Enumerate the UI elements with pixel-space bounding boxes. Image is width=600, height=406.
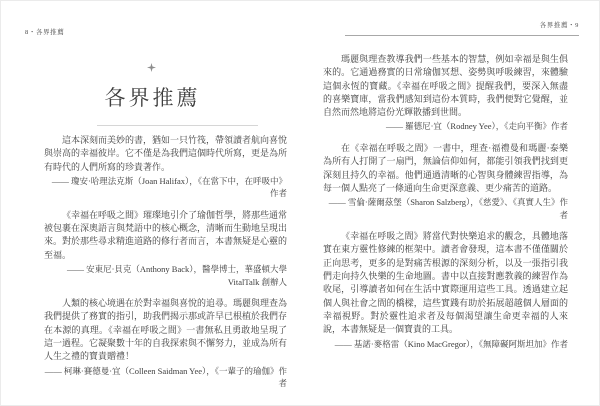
endorsement-credit: —— 基諾·麥格雷（Kino MacGregor），《無障礙阿斯坦加》作者 — [334, 338, 568, 349]
left-page-text — [44, 134, 287, 390]
running-head-left: 8・各界推薦 — [25, 29, 65, 36]
endorsement-credit: —— 柯琳·賽德曼·宜（Colleen Saidman Yee），《一輩子的瑜伽》作者 — [44, 365, 287, 389]
endorsement-quote: 在《幸福在呼吸之間》一書中，理查·福禮曼和瑪麗·泰樂為所有人打開了一扇門，無論信仰如何，都能引領我們找到更深刻且持久的幸福。他們通過清晰的心智與身體練習指導，為每一個人點亮了一條通向生命更深意義、更少痛苦的道路。 — [323, 142, 568, 193]
endorsement-block — [44, 134, 287, 200]
endorsement-block — [44, 297, 287, 389]
endorsement-credit: —— 羅德尼·宜（Rodney Yee），《走向平衡》作者 — [385, 121, 568, 132]
title-divider — [97, 125, 258, 126]
right-page — [301, 1, 600, 406]
left-page — [1, 1, 301, 406]
endorsement-quote: 人類的核心境遇在於對幸福與喜悅的追尋。瑪麗與理查為我們提供了務實的指引，助我們揭示那或許早已根植於我們存在本源的真理。《幸福在呼吸之間》一書無私且勇敢地呈現了這一過程。它凝聚數十年的自我探索與不懈努力，並成為所有人生之禮的寶貴贈禮！ — [44, 298, 288, 362]
endorsement-block — [323, 53, 568, 133]
right-page-text — [323, 53, 568, 350]
sparkle-icon — [147, 63, 156, 72]
running-head-right: 各界推薦・9 — [345, 23, 579, 36]
endorsement-credit: —— 雪倫·薩爾茲堡（Sharon Salzberg），《慈愛》、《真實人生》作者 — [328, 197, 568, 220]
endorsement-credit: —— 安東尼·貝克（Anthony Back），醫學博士，華盛頓大學 VitalTalk 創辦人 — [66, 264, 287, 287]
chapter-title: 各界推薦 — [104, 86, 201, 110]
endorsement-quote: 《幸福在呼吸之間》將當代對快樂追求的觀念，具體地落實在東方靈性修練的框架中。讀者會發現，這本書不僅僅關於正向思考，更多的是對痛苦根源的深刻分析，以及一張指引我們走向持久快樂的生命地圖。書中以直接對應教義的練習作為收尾，引導讀者如何在生活中實際運用這些工具。透過建立起個人與社會之間的橋樑，這些實踐有助於拓展超越個人層面的幸福視野。對於靈性追求者及每個渴望讓生命更幸福的人來說，本書無疑是一個寶貴的工具。 — [323, 231, 568, 335]
endorsement-block — [44, 209, 287, 288]
chapter-heading — [1, 59, 301, 110]
endorsement-credit: —— 瓊安·哈理法克斯（Joan Halifax），《在當下中，在呼吸中》作者 — [51, 175, 287, 199]
endorsement-block — [323, 142, 568, 221]
endorsement-block — [323, 230, 568, 350]
endorsement-quote: 瑪麗與理查教導我們一些基本的智慧，例如幸福是與生俱來的。它通過務實的日常瑜伽冥想、姿勢與呼吸練習，來體驗這個永恆的寶藏。《幸福在呼吸之間》提醒我們，要深入無盡的喜樂寶庫，當我們感知到這份本質時，我們便對它覺醒，並自然而然地將這份光輝散播到世間。 — [323, 54, 568, 118]
endorsement-quote: 這本深刻而美妙的書，猶如一只竹筏，帶領讀者航向喜悅與崇高的幸福彼岸。它不僅是為我們這個時代所寫，更是為所有時代的人們所寫的珍貴著作。 — [44, 135, 288, 172]
endorsement-quote: 《幸福在呼吸之間》璀璨地引介了瑜伽哲學，將那些通常被包裹在深奧語言與梵語中的核心概念，清晰而生動地呈現出來。對於那些尋求精進道路的修行者而言，本書無疑是心靈的至福。 — [44, 209, 288, 260]
